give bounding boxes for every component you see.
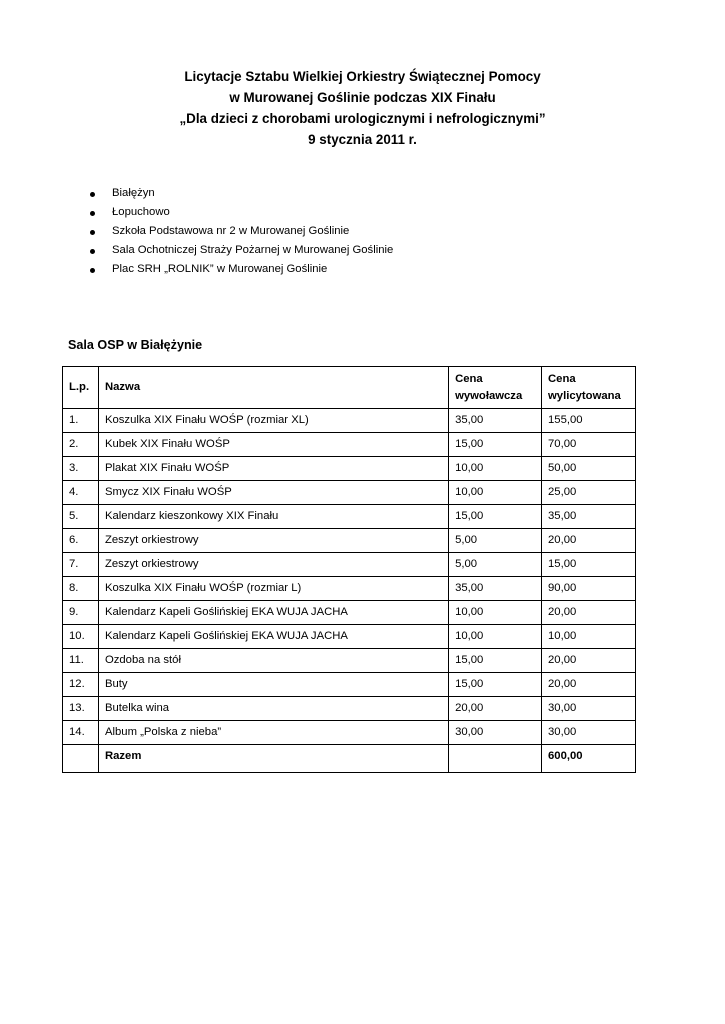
cell-lp: 1. — [63, 409, 99, 433]
list-item — [88, 241, 393, 260]
cell-final-price: 30,00 — [542, 697, 636, 721]
cell-final-price: 50,00 — [542, 457, 636, 481]
cell-start-price: 10,00 — [449, 625, 542, 649]
cell-name: Kalendarz kieszonkowy XIX Finału — [98, 505, 448, 529]
total-label: Razem — [98, 745, 448, 773]
cell-lp: 12. — [63, 673, 99, 697]
bullet-icon — [90, 192, 95, 197]
table-row — [63, 553, 636, 577]
cell-name: Buty — [98, 673, 448, 697]
bullet-icon — [90, 230, 95, 235]
location-label: Plac SRH „ROLNIK” w Murowanej Goślinie — [112, 263, 328, 275]
header-final-price — [542, 367, 636, 409]
title-line-1: Licytacje Sztabu Wielkiej Orkiestry Świątecznej Pomocy — [184, 69, 541, 84]
header-start-price-line2: wywoławcza — [455, 390, 523, 402]
cell-start-price: 15,00 — [449, 673, 542, 697]
table-row — [63, 433, 636, 457]
cell-lp: 3. — [63, 457, 99, 481]
table-row — [63, 649, 636, 673]
cell-name: Kubek XIX Finału WOŚP — [98, 433, 448, 457]
cell-lp: 11. — [63, 649, 99, 673]
cell-lp: 4. — [63, 481, 99, 505]
cell-start-price: 30,00 — [449, 721, 542, 745]
header-start-price-line1: Cena — [455, 373, 483, 385]
table-header-row — [63, 367, 636, 409]
location-label: Sala Ochotniczej Straży Pożarnej w Murowanej Goślinie — [112, 244, 394, 256]
cell-lp: 7. — [63, 553, 99, 577]
table-row — [63, 505, 636, 529]
cell-lp: 10. — [63, 625, 99, 649]
cell-final-price: 155,00 — [542, 409, 636, 433]
table-row — [63, 481, 636, 505]
cell-lp: 9. — [63, 601, 99, 625]
list-item — [88, 184, 393, 203]
cell-name: Zeszyt orkiestrowy — [98, 553, 448, 577]
table-row — [63, 601, 636, 625]
cell-lp: 5. — [63, 505, 99, 529]
title-line-4: 9 stycznia 2011 r. — [308, 132, 417, 147]
auction-table — [62, 366, 636, 773]
cell-lp: 14. — [63, 721, 99, 745]
table-row — [63, 721, 636, 745]
locations-list — [88, 184, 393, 279]
cell-name: Koszulka XIX Finału WOŚP (rozmiar L) — [98, 577, 448, 601]
bullet-icon — [90, 211, 95, 216]
bullet-icon — [90, 249, 95, 254]
cell-final-price: 20,00 — [542, 673, 636, 697]
header-lp: L.p. — [63, 367, 99, 409]
cell-name: Butelka wina — [98, 697, 448, 721]
header-name: Nazwa — [98, 367, 448, 409]
cell-start-price: 20,00 — [449, 697, 542, 721]
cell-start-price: 15,00 — [449, 649, 542, 673]
table-row — [63, 625, 636, 649]
header-final-price-line1: Cena — [548, 373, 576, 385]
list-item — [88, 203, 393, 222]
cell-start-price: 35,00 — [449, 409, 542, 433]
cell-final-price: 20,00 — [542, 601, 636, 625]
document-title — [0, 66, 725, 150]
header-start-price — [449, 367, 542, 409]
header-final-price-line2: wylicytowana — [548, 390, 621, 402]
cell-start-price: 10,00 — [449, 457, 542, 481]
cell-start-price: 5,00 — [449, 529, 542, 553]
location-label: Łopuchowo — [112, 206, 170, 218]
cell-final-price: 35,00 — [542, 505, 636, 529]
cell-lp: 6. — [63, 529, 99, 553]
title-line-2: w Murowanej Goślinie podczas XIX Finału — [229, 90, 496, 105]
table-body — [63, 409, 636, 745]
cell-lp: 2. — [63, 433, 99, 457]
location-label: Szkoła Podstawowa nr 2 w Murowanej Goślinie — [112, 225, 350, 237]
cell-final-price: 20,00 — [542, 529, 636, 553]
cell-lp: 13. — [63, 697, 99, 721]
cell-name: Zeszyt orkiestrowy — [98, 529, 448, 553]
cell-final-price: 20,00 — [542, 649, 636, 673]
table-row — [63, 673, 636, 697]
table-row — [63, 697, 636, 721]
title-line-3: „Dla dzieci z chorobami urologicznymi i nefrologicznymi” — [179, 111, 546, 126]
cell-empty — [449, 745, 542, 773]
cell-final-price: 25,00 — [542, 481, 636, 505]
cell-name: Koszulka XIX Finału WOŚP (rozmiar XL) — [98, 409, 448, 433]
cell-start-price: 35,00 — [449, 577, 542, 601]
cell-name: Kalendarz Kapeli Goślińskiej EKA WUJA JACHA — [98, 625, 448, 649]
cell-name: Plakat XIX Finału WOŚP — [98, 457, 448, 481]
cell-final-price: 10,00 — [542, 625, 636, 649]
cell-start-price: 10,00 — [449, 481, 542, 505]
list-item — [88, 222, 393, 241]
list-item — [88, 260, 393, 279]
cell-start-price: 15,00 — [449, 433, 542, 457]
table-row — [63, 409, 636, 433]
cell-start-price: 5,00 — [449, 553, 542, 577]
cell-final-price: 15,00 — [542, 553, 636, 577]
cell-start-price: 15,00 — [449, 505, 542, 529]
section-title: Sala OSP w Białężynie — [68, 338, 203, 352]
location-label: Białężyn — [112, 187, 155, 199]
cell-final-price: 30,00 — [542, 721, 636, 745]
cell-name: Kalendarz Kapeli Goślińskiej EKA WUJA JACHA — [98, 601, 448, 625]
cell-lp: 8. — [63, 577, 99, 601]
cell-name: Album „Polska z nieba” — [98, 721, 448, 745]
table-row — [63, 577, 636, 601]
table-row — [63, 457, 636, 481]
cell-name: Ozdoba na stół — [98, 649, 448, 673]
cell-final-price: 90,00 — [542, 577, 636, 601]
table-row — [63, 529, 636, 553]
total-value: 600,00 — [542, 745, 636, 773]
cell-start-price: 10,00 — [449, 601, 542, 625]
cell-empty — [63, 745, 99, 773]
cell-name: Smycz XIX Finału WOŚP — [98, 481, 448, 505]
cell-final-price: 70,00 — [542, 433, 636, 457]
table-total-row — [63, 745, 636, 773]
bullet-icon — [90, 268, 95, 273]
